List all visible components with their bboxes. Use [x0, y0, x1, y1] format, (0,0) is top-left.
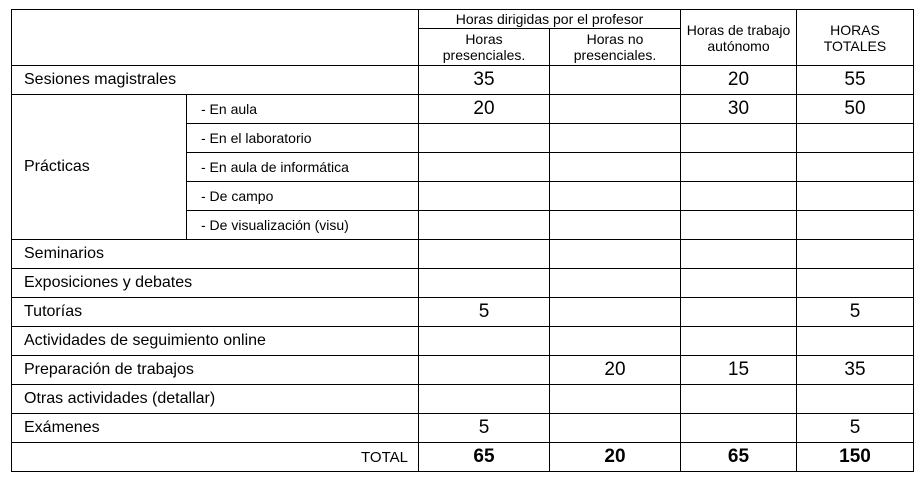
- cell-totales: [797, 240, 914, 269]
- cell-autonomo: [681, 124, 797, 153]
- cell-autonomo: 15: [681, 356, 797, 385]
- cell-no-presenciales: [550, 66, 681, 95]
- cell-presenciales: [419, 385, 550, 414]
- row-label: Exámenes: [12, 414, 419, 443]
- cell-autonomo: [681, 385, 797, 414]
- total-presenciales: 65: [419, 443, 550, 472]
- row-label: Exposiciones y debates: [12, 269, 419, 298]
- total-no-presenciales: 20: [550, 443, 681, 472]
- header-totales: HORAS TOTALES: [797, 10, 914, 66]
- total-row: [12, 443, 914, 472]
- header-group-label: Horas dirigidas por el profesor: [419, 10, 681, 29]
- cell-no-presenciales: [550, 414, 681, 443]
- cell-totales: 35: [797, 356, 914, 385]
- cell-presenciales: [419, 269, 550, 298]
- cell-presenciales: [419, 356, 550, 385]
- cell-autonomo: [681, 269, 797, 298]
- sub-row-label: - De campo: [187, 182, 419, 211]
- total-autonomo: 65: [681, 443, 797, 472]
- row-label: Otras actividades (detallar): [12, 385, 419, 414]
- sub-row-label: - En aula: [187, 95, 419, 124]
- cell-no-presenciales: [550, 182, 681, 211]
- cell-no-presenciales: [550, 269, 681, 298]
- cell-autonomo: 20: [681, 66, 797, 95]
- cell-no-presenciales: [550, 211, 681, 240]
- cell-totales: 55: [797, 66, 914, 95]
- sub-row-label: - En aula de informática: [187, 153, 419, 182]
- cell-totales: 5: [797, 414, 914, 443]
- sub-row-label: - En el laboratorio: [187, 124, 419, 153]
- sub-row-label: - De visualización (visu): [187, 211, 419, 240]
- practicas-label: Prácticas: [12, 95, 187, 240]
- cell-autonomo: [681, 153, 797, 182]
- cell-totales: [797, 269, 914, 298]
- header-no-presenciales: Horas no presenciales.: [550, 29, 681, 66]
- cell-totales: 50: [797, 95, 914, 124]
- row-label: Sesiones magistrales: [12, 66, 419, 95]
- cell-no-presenciales: [550, 385, 681, 414]
- cell-presenciales: [419, 182, 550, 211]
- hours-table: [11, 9, 914, 472]
- header-row-1: [12, 10, 914, 29]
- cell-presenciales: 35: [419, 66, 550, 95]
- table-row: [12, 414, 914, 443]
- cell-totales: 5: [797, 298, 914, 327]
- cell-presenciales: [419, 240, 550, 269]
- cell-presenciales: 20: [419, 95, 550, 124]
- table-row: [12, 240, 914, 269]
- table-row: [12, 327, 914, 356]
- cell-autonomo: 30: [681, 95, 797, 124]
- cell-no-presenciales: 20: [550, 356, 681, 385]
- cell-totales: [797, 153, 914, 182]
- table-row: [12, 95, 914, 124]
- cell-autonomo: [681, 327, 797, 356]
- row-label: Tutorías: [12, 298, 419, 327]
- cell-presenciales: [419, 211, 550, 240]
- cell-no-presenciales: [550, 95, 681, 124]
- table-row: [12, 66, 914, 95]
- cell-no-presenciales: [550, 240, 681, 269]
- cell-no-presenciales: [550, 327, 681, 356]
- total-totales: 150: [797, 443, 914, 472]
- cell-totales: [797, 327, 914, 356]
- cell-autonomo: [681, 414, 797, 443]
- cell-presenciales: [419, 124, 550, 153]
- row-label: Actividades de seguimiento online: [12, 327, 419, 356]
- cell-presenciales: [419, 327, 550, 356]
- cell-totales: [797, 211, 914, 240]
- table-row: [12, 356, 914, 385]
- cell-autonomo: [681, 298, 797, 327]
- cell-no-presenciales: [550, 153, 681, 182]
- cell-totales: [797, 124, 914, 153]
- row-label: Seminarios: [12, 240, 419, 269]
- cell-no-presenciales: [550, 124, 681, 153]
- cell-autonomo: [681, 211, 797, 240]
- table-row: [12, 385, 914, 414]
- header-empty-cell: [12, 10, 419, 66]
- row-label: Preparación de trabajos: [12, 356, 419, 385]
- cell-presenciales: [419, 153, 550, 182]
- header-autonomo: Horas de trabajo autónomo: [681, 10, 797, 66]
- table-row: [12, 298, 914, 327]
- cell-totales: [797, 385, 914, 414]
- total-label: TOTAL: [12, 443, 419, 472]
- cell-totales: [797, 182, 914, 211]
- cell-no-presenciales: [550, 298, 681, 327]
- cell-autonomo: [681, 182, 797, 211]
- cell-presenciales: 5: [419, 298, 550, 327]
- cell-autonomo: [681, 240, 797, 269]
- table-row: [12, 269, 914, 298]
- cell-presenciales: 5: [419, 414, 550, 443]
- header-presenciales: Horas presenciales.: [419, 29, 550, 66]
